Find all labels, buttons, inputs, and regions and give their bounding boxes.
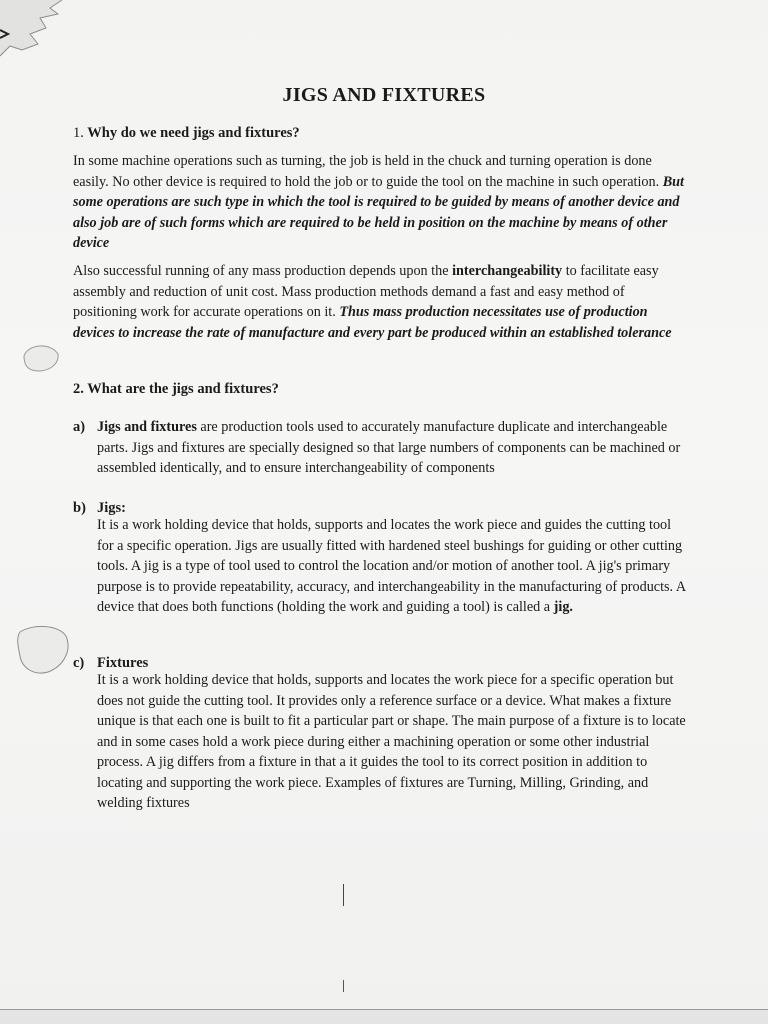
item-a-body: [97, 417, 687, 479]
item-a-label: a): [73, 419, 86, 435]
punch-hole-mark-lower: [14, 622, 74, 680]
page-title: JIGS AND FIXTURES: [282, 84, 486, 106]
item-a-text: are production tools used to accurately manufacture duplicate and interchangeable parts. Jigs and fixtures are specially designed so that large numbers of components can be machined or assembled identically, and to ensure interchangeability of components: [97, 419, 681, 476]
paragraph-2: [73, 261, 685, 343]
paragraph-2-text-start: Also successful running of any mass production depends upon the: [73, 263, 453, 279]
item-c-text: It is a work holding device that holds, supports and locates the work piece for a specific operation but does not guide the cutting tool. It provides only a reference surface or a device. What makes a fixture unique is that each one is built to fit a particular part or shape. The main purpose of a fixture is to locate and in some cases hold a work piece during either a machining operation or some other industrial process. A jig differs from a fixture in that a it guides the tool to its correct position in addition to locating and supporting the work piece. Examples of fixtures are Turning, Milling, Grinding, and welding fixtures: [97, 672, 686, 811]
paragraph-1-emphasis: But some operations are such type in which the tool is required to be guided by means of another device and also job are of such forms which are required to be held in position on the machine by means of other device: [73, 173, 684, 251]
paragraph-2-text-middle: to facilitate easy assembly and reduction of unit cost. Mass production methods demand a fast and easy method of positioning work for accurate operations on it.: [73, 263, 659, 320]
item-c-heading: Fixtures: [97, 655, 149, 671]
punch-hole-mark-upper: [20, 336, 64, 380]
page-bottom-edge: [0, 1009, 768, 1024]
item-b-bold-end: jig.: [553, 599, 573, 615]
paragraph-1: [73, 151, 685, 254]
torn-corner-mark: [0, 0, 80, 90]
item-b-body: [97, 515, 687, 618]
item-b-text: It is a work holding device that holds, supports and locates the work piece and guides the cutting tool for a specific operation. Jigs are usually fitted with hardened steel bushings for guiding or other cutting tools. A jig is a type of tool used to control the location and/or motion of another tool. A jig's primary purpose is to provide repeatability, accuracy, and interchangeability in the manufacturing of products. A device that does both functions (holding the work and guiding a tool) is called a: [97, 517, 686, 615]
question-1-number: 1.: [73, 125, 84, 141]
item-c-body: [97, 670, 687, 814]
question-1-heading: [73, 125, 300, 142]
item-b-heading: Jigs:: [97, 500, 126, 516]
paragraph-2-bold-term: interchangeability: [452, 263, 563, 279]
question-2-heading: 2. What are the jigs and fixtures?: [73, 381, 279, 397]
paragraph-2-emphasis: Thus mass production necessitates use of production devices to increase the rate of manufacture and every part be produced within an established tolerance: [73, 304, 672, 341]
item-b-label: b): [73, 500, 86, 516]
pen-mark-vertical: [343, 884, 344, 906]
paragraph-1-text: In some machine operations such as turning, the job is held in the chuck and turning operation is done easily. No other device is required to hold the job or to guide the tool on the machine in such operation.: [73, 153, 663, 190]
item-a-bold-term: Jigs and fixtures: [97, 419, 197, 435]
question-1-text: Why do we need jigs and fixtures?: [87, 125, 300, 141]
pen-mark-bottom: [343, 980, 344, 992]
item-c-label: c): [73, 655, 85, 671]
